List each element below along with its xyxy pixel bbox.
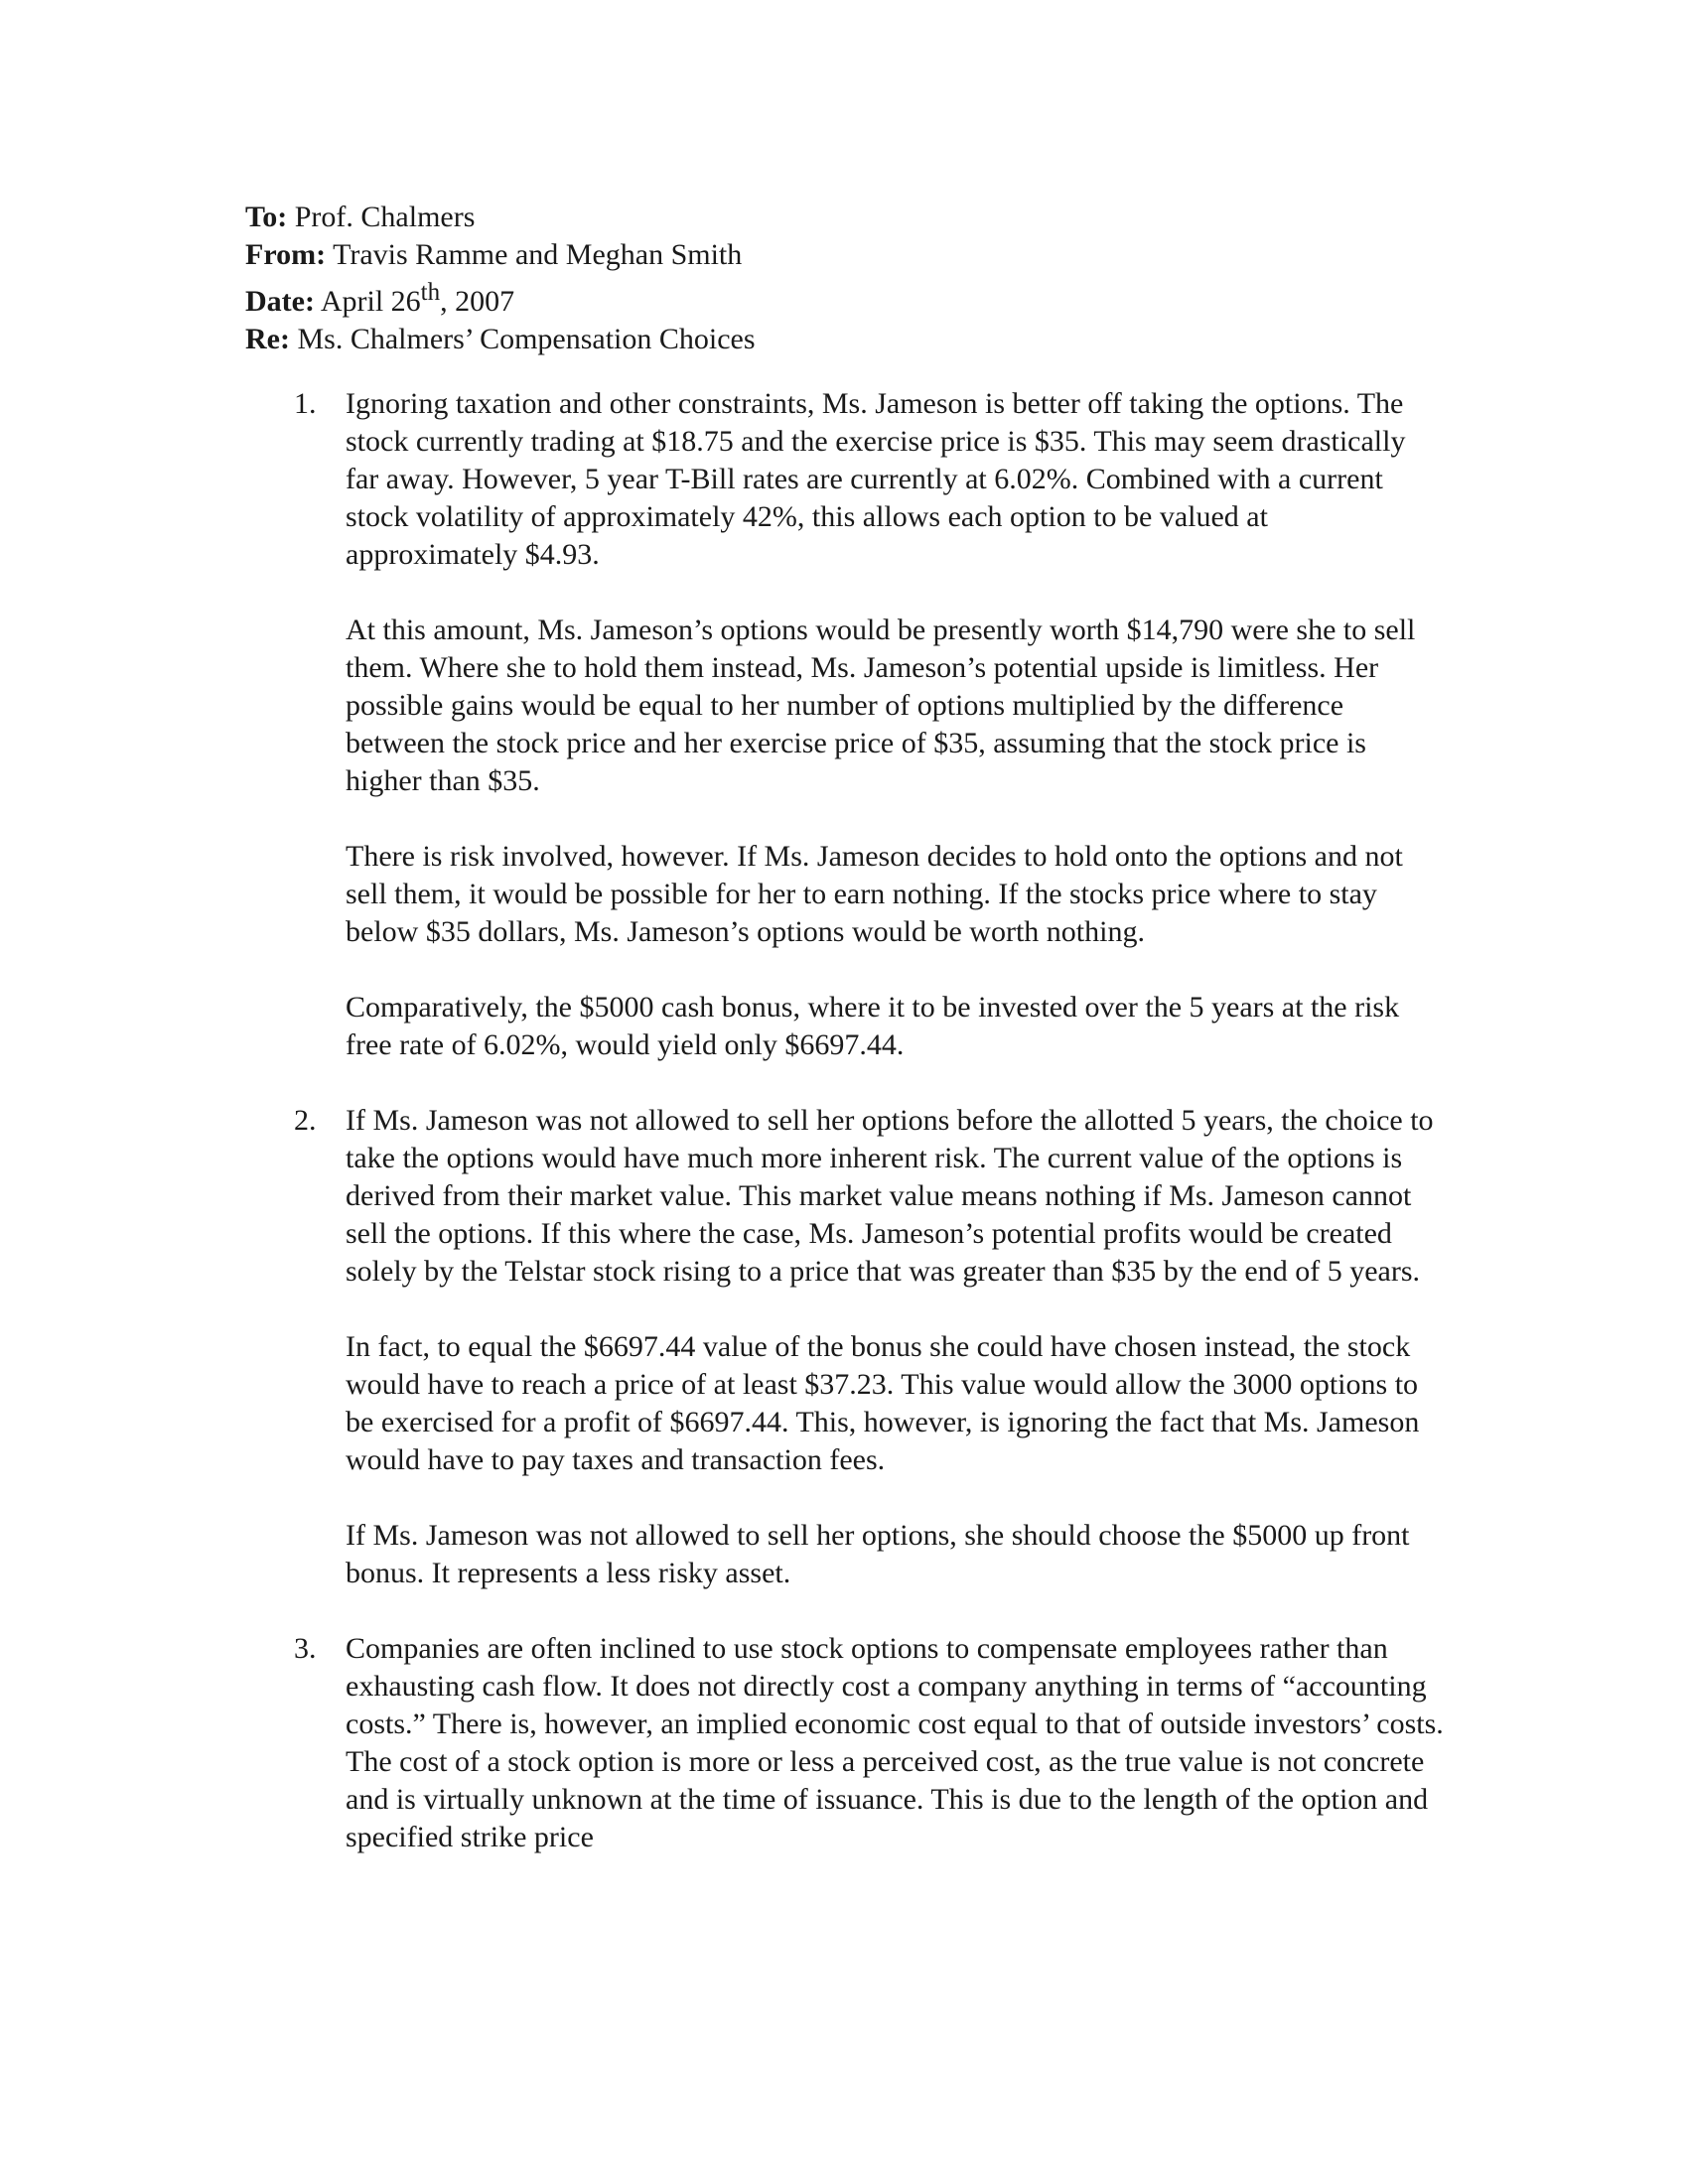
item-number: 1.	[294, 387, 317, 420]
memo-to-value: Prof. Chalmers	[294, 201, 476, 233]
memo-date-value	[320, 279, 515, 318]
numbered-answer-list	[294, 385, 1446, 1856]
item-number: 2.	[294, 1104, 317, 1137]
memo-date-superscript: th	[420, 279, 441, 306]
memo-header	[245, 199, 756, 358]
memo-re-line	[245, 321, 756, 358]
memo-to-line	[245, 199, 756, 236]
memo-from-label: From:	[245, 238, 327, 271]
memo-date-suffix: , 2007	[440, 285, 515, 318]
memo-re-label: Re:	[245, 323, 290, 355]
memo-date-prefix: April 26	[320, 285, 421, 318]
paragraph: There is risk involved, however. If Ms. Jameson decides to hold onto the options and not sell them, it would be possible for her to earn nothing. If the stocks price where to stay below $35 dollars, Ms. Jameson’s options would be worth nothing.	[346, 840, 1403, 948]
paragraph: If Ms. Jameson was not allowed to sell her options before the allotted 5 years, the choice to take the options would have much more inherent risk. The current value of the options is derived from their market value. This market value means nothing if Ms. Jameson cannot sell the options. If this where the case, Ms. Jameson’s potential profits would be created solely by the Telstar stock rising to a price that was greater than $35 by the end of 5 years.	[346, 1104, 1434, 1288]
answer-item-2	[294, 1102, 1446, 1592]
memo-date-label: Date:	[245, 285, 315, 318]
paragraph: Ignoring taxation and other constraints, Ms. Jameson is better off taking the options. The stock currently trading at $18.75 and the exercise price is $35. This may seem drastically far away. However, 5 year T-Bill rates are currently at 6.02%. Combined with a current stock volatility of approximately 42%, this allows each option to be valued at approximately $4.93.	[346, 387, 1406, 571]
paragraph: At this amount, Ms. Jameson’s options would be presently worth $14,790 were she to sell them. Where she to hold them instead, Ms. Jameson’s potential upside is limitless. Her possible gains would be equal to her number of options multiplied by the difference between the stock price and her exercise price of $35, assuming that the stock price is higher than $35.	[346, 614, 1416, 797]
answer-item-1	[294, 385, 1446, 1064]
paragraph: If Ms. Jameson was not allowed to sell her options, she should choose the $5000 up front bonus. It represents a less risky asset.	[346, 1519, 1410, 1589]
memo-from-line	[245, 236, 756, 274]
paragraph: Comparatively, the $5000 cash bonus, where it to be invested over the 5 years at the risk free rate of 6.02%, would yield only $6697.44.	[346, 991, 1400, 1061]
memo-from-value: Travis Ramme and Meghan Smith	[333, 238, 743, 271]
memo-date-line	[245, 274, 756, 321]
memo-re-value: Ms. Chalmers’ Compensation Choices	[297, 323, 756, 355]
paragraph: Companies are often inclined to use stock options to compensate employees rather than exhausting cash flow. It does not directly cost a company anything in terms of “accounting costs.” There is, however, an implied economic cost equal to that of outside investors’ costs. The cost of a stock option is more or less a perceived cost, as the true value is not concrete and is virtually unknown at the time of issuance. This is due to the length of the option and specified strike price	[346, 1632, 1444, 1853]
item-number: 3.	[294, 1632, 317, 1665]
memo-to-label: To:	[245, 201, 288, 233]
paragraph: In fact, to equal the $6697.44 value of the bonus she could have chosen instead, the stock would have to reach a price of at least $37.23. This value would allow the 3000 options to be exercised for a profit of $6697.44. This, however, is ignoring the fact that Ms. Jameson would have to pay taxes and transaction fees.	[346, 1330, 1420, 1476]
answer-item-3	[294, 1630, 1446, 1856]
